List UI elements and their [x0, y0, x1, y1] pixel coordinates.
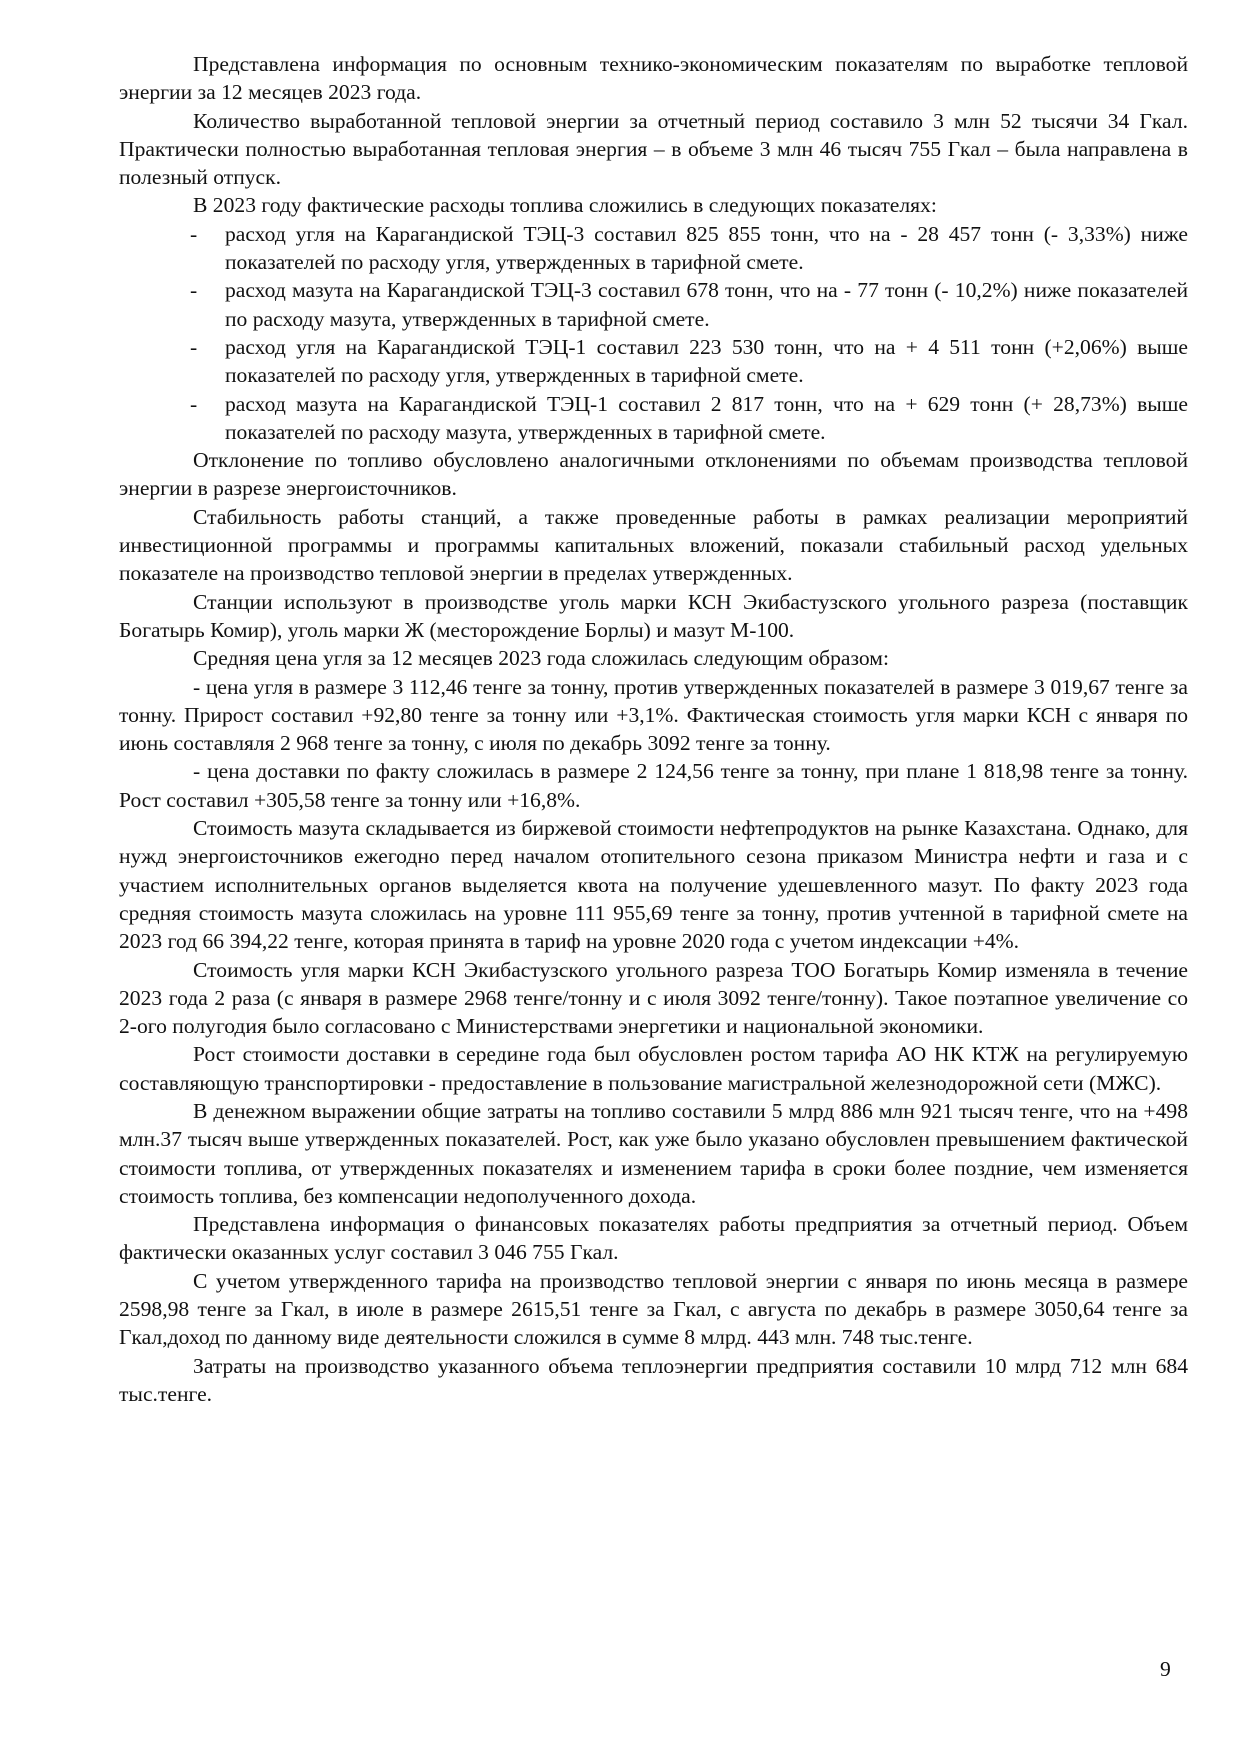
page-number: 9 — [1160, 1657, 1171, 1681]
paragraph-production-costs: Затраты на производство указанного объема теплоэнергии предприятия составили 10 млрд 712 млн 684 тыс.тенге. — [119, 1353, 1188, 1406]
paragraph-delivery-growth: Рост стоимости доставки в середине года был обусловлен ростом тарифа АО НК КТЖ на регулируемую составляющую транспортировки - предоставление в пользование магистральной железнодорожной сети (МЖС). — [119, 1042, 1188, 1095]
list-item-text: расход угля на Карагандиской ТЭЦ-1 составил 223 530 тонн, что на + 4 511 тонн (+2,06%) выше показателей по расходу угля, утвержденных в тарифной смете. — [225, 334, 1188, 388]
list-item — [190, 333, 1188, 390]
list-item-text: расход мазута на Карагандиской ТЭЦ-3 составил 678 тонн, что на - 77 тонн (- 10,2%) ниже показателей по расходу мазута, утвержденных в тарифной смете. — [225, 278, 1188, 331]
list-item-text: расход мазута на Карагандиской ТЭЦ-1 составил 2 817 тонн, что на + 629 тонн (+ 28,73%) выше показателей по расходу мазута, утвержденных в тарифной смете. — [225, 391, 1188, 444]
paragraph-coal-price-intro: Средняя цена угля за 12 месяцев 2023 года сложилась следующим образом: — [193, 646, 889, 671]
list-dash: - — [190, 334, 198, 359]
paragraph-coal-types: Станции используют в производстве уголь марки КСН Экибастузского угольного разреза (поставщик Богатырь Комир), уголь марки Ж (месторождение Борлы) и мазут М-100. — [119, 589, 1188, 642]
paragraph-total-fuel-cost: В денежном выражении общие затраты на топливо составили 5 млрд 886 млн 921 тысяч тенге, что на +498 млн.37 тысяч выше утвержденных показателей. Рост, как уже было указано обусловлен превышением фактической стоимости топлива, от утвержденных показателях и изменением тарифа в сроки более поздние, чем изменяется стоимость топлива, без компенсации недополученного дохода. — [119, 1098, 1188, 1208]
paragraph-intro: Представлена информация по основным технико-экономическим показателям по выработке тепловой энергии за 12 месяцев 2023 года. — [119, 52, 1188, 105]
paragraph-stability: Стабильность работы станций, а также проведенные работы в рамках реализации мероприятий инвестиционной программы и программы капитальных вложений, показали стабильный расход удельных показателе на производство тепловой энергии в пределах утвержденных. — [119, 504, 1188, 586]
paragraph-coal-price: - цена угля в размере 3 112,46 тенге за тонну, против утвержденных показателей в размере 3 019,67 тенге за тонну. Прирост составил +92,80 тенге за тонну или +3,1%. Фактическая стоимость угля марки КСН с января по июнь составляля 2 968 тенге за тонну, с июля по декабрь 3092 тенге за тонну. — [119, 674, 1188, 756]
list-dash: - — [190, 391, 198, 416]
paragraph-coal-cost-change: Стоимость угля марки КСН Экибастузского угольного разреза ТОО Богатырь Комир изменяла в течение 2023 года 2 раза (с января в размере 2968 тенге/тонну и с июля 3092 тенге/тонну). Такое поэтапное увеличение со 2-ого полугодия было согласовано с Министерствами энергетики и национальной экономики. — [119, 957, 1188, 1039]
list-dash: - — [190, 221, 198, 246]
paragraph-fuel-oil-cost: Стоимость мазута складывается из биржевой стоимости нефтепродуктов на рынке Казахстана. Однако, для нужд энергоисточников ежегодно перед началом отопительного сезона приказом Министра нефти и газа и с участием исполнительных органов выделяется квота на получение удешевленного мазут. По факту 2023 года средняя стоимость мазута сложилась на уровне 111 955,69 тенге за тонну, против учтенной в тарифной смете на 2023 год 66 394,22 тенге, которая принята в тариф на уровне 2020 года с учетом индексации +4%. — [119, 816, 1188, 954]
paragraph-delivery-price: - цена доставки по факту сложилась в размере 2 124,56 тенге за тонну, при плане 1 818,98 тенге за тонну. Рост составил +305,58 тенге за тонну или +16,8%. — [119, 759, 1188, 812]
list-item — [190, 390, 1188, 447]
paragraph-heat-output: Количество выработанной тепловой энергии за отчетный период составило 3 млн 52 тысячи 34 Гкал. Практически полностью выработанная тепловая энергия – в объеме 3 млн 46 тысяч 755 Гкал – была направлена в полезный отпуск. — [119, 108, 1188, 190]
list-dash: - — [190, 278, 198, 303]
list-item-text: расход угля на Карагандиской ТЭЦ-3 составил 825 855 тонн, что на - 28 457 тонн (- 3,33%) ниже показателей по расходу угля, утвержденных в тарифной смете. — [225, 221, 1188, 275]
paragraph-fuel-intro: В 2023 году фактические расходы топлива сложились в следующих показателях: — [193, 193, 937, 218]
document-page — [119, 50, 1188, 1408]
paragraph-fuel-deviation: Отклонение по топливо обусловлено аналогичными отклонениями по объемам производства тепловой энергии в разрезе энергоисточников. — [119, 448, 1188, 501]
list-item — [190, 276, 1188, 333]
paragraph-financial-intro: Представлена информация о финансовых показателях работы предприятия за отчетный период. Объем фактически оказанных услуг составил 3 046 755 Гкал. — [119, 1212, 1188, 1265]
list-item — [190, 220, 1188, 277]
paragraph-revenue: С учетом утвержденного тарифа на производство тепловой энергии с января по июнь месяца в размере 2598,98 тенге за Гкал, в июле в размере 2615,51 тенге за Гкал, с августа по декабрь в размере 3050,64 тенге за Гкал,доход по данному виде деятельности сложился в сумме 8 млрд. 443 млн. 748 тыс.тенге. — [119, 1268, 1188, 1350]
